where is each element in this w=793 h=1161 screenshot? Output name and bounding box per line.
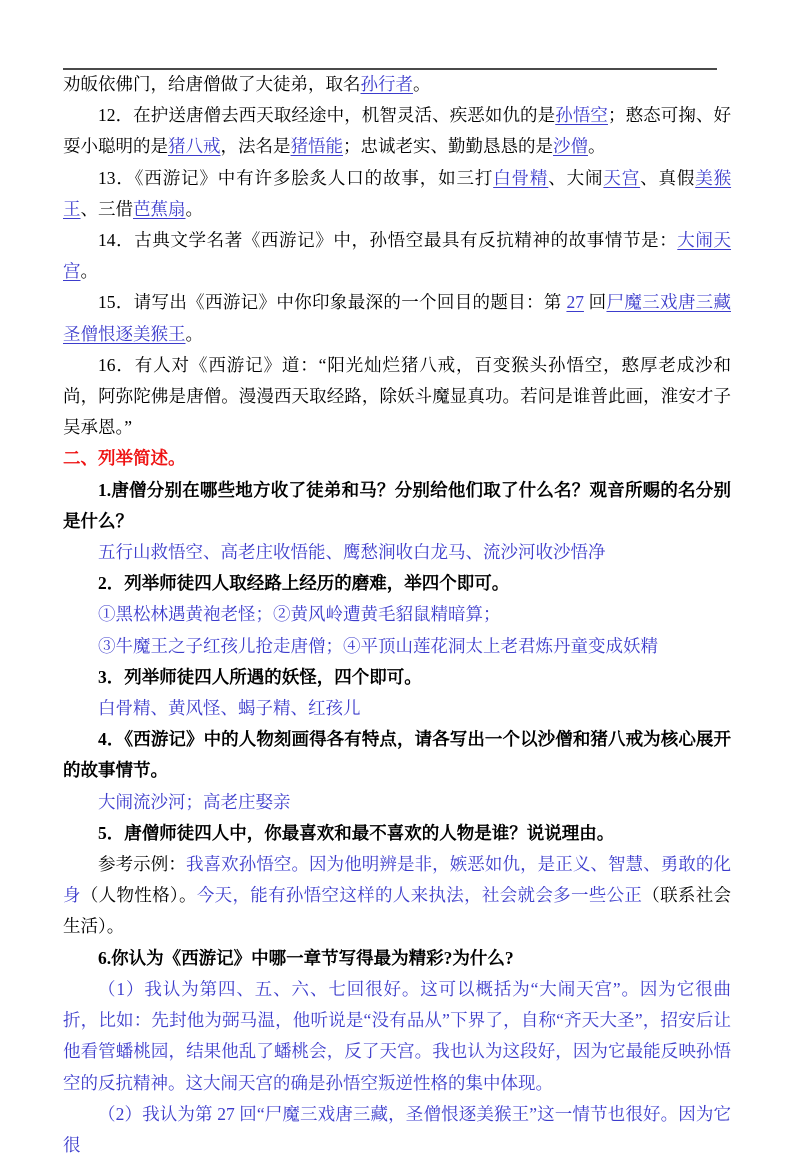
question-3	[63, 662, 731, 693]
link-danao-tiangong[interactable]: 大闹天宫	[63, 230, 732, 282]
answer-2-line1	[63, 599, 731, 630]
answer-text: （1）我认为第四、五、六、七回很好。这可以概括为“大闹天宫”。因为它很曲折，比如：先封他为弼马温，他听说是“没有品从”下界了，自称“齐天大圣”，招安后让他看管蟠桃园，结果他乱了蟠桃会，反了天宫。我也认为这段好，因为它最能反映孙悟空的反抗精神。这大闹天宫的确是孙悟空叛逆性格的集中体现。	[63, 978, 731, 1093]
text-run: 。	[185, 323, 203, 344]
text-run: （联系社会生活）。	[63, 885, 732, 937]
link-sun-wukong[interactable]: 孙悟空	[555, 105, 608, 126]
link-sun-xingzhe[interactable]: 孙行者	[360, 74, 413, 94]
text-run: 6.你认为《西游记》中哪一章节写得最为精彩?为什么?	[98, 947, 514, 968]
text-run: 、真假	[640, 167, 696, 188]
text-run: 。	[185, 198, 203, 219]
answer-text: 大闹流沙河；高老庄娶亲	[98, 791, 291, 812]
link-tiangong[interactable]: 天宫	[603, 167, 641, 188]
link-chapter-27-title[interactable]: 尸魔三戏唐三藏圣僧恨逐美猴王	[63, 292, 731, 344]
text-run: 13．《西游记》中有许多脍炙人口的故事，如三打	[98, 167, 494, 188]
heading-text: 二、列举简述。	[63, 448, 186, 469]
answer-text: 今天，能有孙悟空这样的人来执法，社会就会多一些公正	[196, 885, 643, 906]
statement-13	[63, 163, 731, 225]
link-bajiaoshan[interactable]: 芭蕉扇	[133, 198, 186, 219]
text-run: 5．唐僧师徒四人中，你最喜欢和最不喜欢的人物是谁？说说理由。	[98, 822, 615, 843]
link-meihouwang[interactable]: 美猴王	[63, 167, 732, 219]
link-baigujing[interactable]: 白骨精	[493, 167, 549, 188]
answer-text: 白骨精、黄风怪、蝎子精、红孩儿	[98, 698, 361, 719]
text-run: 、大闹	[548, 167, 604, 188]
statement-14	[63, 225, 731, 287]
text-run: 14．古典文学名著《西游记》中，孙悟空最具有反抗精神的故事情节是：	[98, 230, 678, 251]
question-5	[63, 818, 731, 849]
answer-2-line2	[63, 631, 731, 662]
text-run: ；忠诚老实、勤勤恳恳的是	[343, 136, 553, 157]
text-run: 。	[80, 261, 98, 282]
text-run: 2．列举师徒四人取经路上经历的磨难，举四个即可。	[98, 573, 510, 594]
statement-12	[63, 100, 731, 162]
question-6	[63, 943, 731, 974]
text-run: ，法名是	[220, 136, 291, 157]
answer-text: 我喜欢孙悟空。因为他明辨是非，嫉恶如仇，是正义、智慧、勇敢的化身	[63, 854, 732, 906]
text-run: 15．请写出《西游记》中你印象最深的一个回目的题目：第	[98, 292, 567, 313]
text-run: 1.唐僧分别在哪些地方收了徒弟和马？分别给他们取了什么名？观音所赐的名分别是什么？	[63, 479, 731, 531]
question-2	[63, 568, 731, 599]
text-run: 回	[583, 292, 607, 313]
link-chapter-27[interactable]: 27	[566, 292, 584, 313]
answer-text: ③牛魔王之子红孩儿抢走唐僧；④平顶山莲花洞太上老君炼丹童变成妖精	[98, 635, 658, 656]
text-run: 参考示例：	[98, 854, 186, 875]
question-4	[63, 724, 731, 786]
answer-text: ①黑松林遇黄袍老怪；②黄风岭遭黄毛貂鼠精暗算；	[98, 604, 501, 625]
answer-text: 五行山救悟空、高老庄收悟能、鹰愁涧收白龙马、流沙河收沙悟净	[98, 542, 606, 563]
section-heading	[63, 443, 731, 474]
statement-15	[63, 287, 731, 349]
answer-3	[63, 693, 731, 724]
statement-16	[63, 350, 731, 444]
horizontal-rule	[63, 68, 717, 70]
link-zhu-bajie[interactable]: 猪八戒	[168, 136, 221, 157]
answer-5	[63, 849, 731, 943]
text-run: 、三借	[80, 198, 133, 219]
answer-text: （2）我认为第 27 回“尸魔三戏唐三藏，圣僧恨逐美猴王”这一情节也很好。因为它很	[63, 1103, 731, 1155]
answer-1	[63, 537, 731, 568]
text-run: 3．列举师徒四人所遇的妖怪，四个即可。	[98, 666, 422, 687]
text-run: ；憨态可掬、好耍小聪明的是	[63, 105, 732, 157]
link-zhu-wuneng[interactable]: 猪悟能	[290, 136, 343, 157]
text-run: 。	[588, 136, 606, 157]
text-run: 12．在护送唐僧去西天取经途中，机智灵活、疾恶如仇的是	[98, 105, 556, 126]
text-run: 劝皈依佛门，给唐僧做了大徒弟，取名	[63, 74, 361, 94]
answer-6-part2	[63, 1099, 731, 1161]
text-run: 16．有人对《西游记》道：“阳光灿烂猪八戒，百变猴头孙悟空，憨厚老成沙和尚，阿弥陀佛是唐僧。漫漫西天取经路，除妖斗魔显真功。若问是谁普此画，淮安才子吴承恩。”	[63, 354, 731, 438]
question-1	[63, 475, 731, 537]
text-run: 4．《西游记》中的人物刻画得各有特点，请各写出一个以沙僧和猪八戒为核心展开的故事情节。	[63, 729, 731, 781]
paragraph-intro	[63, 69, 731, 100]
answer-6-part1	[63, 974, 731, 1099]
answer-4	[63, 787, 731, 818]
text-run: 。	[413, 74, 431, 94]
link-sha-seng[interactable]: 沙僧	[553, 136, 588, 157]
text-run: （人物性格）。	[80, 885, 197, 906]
